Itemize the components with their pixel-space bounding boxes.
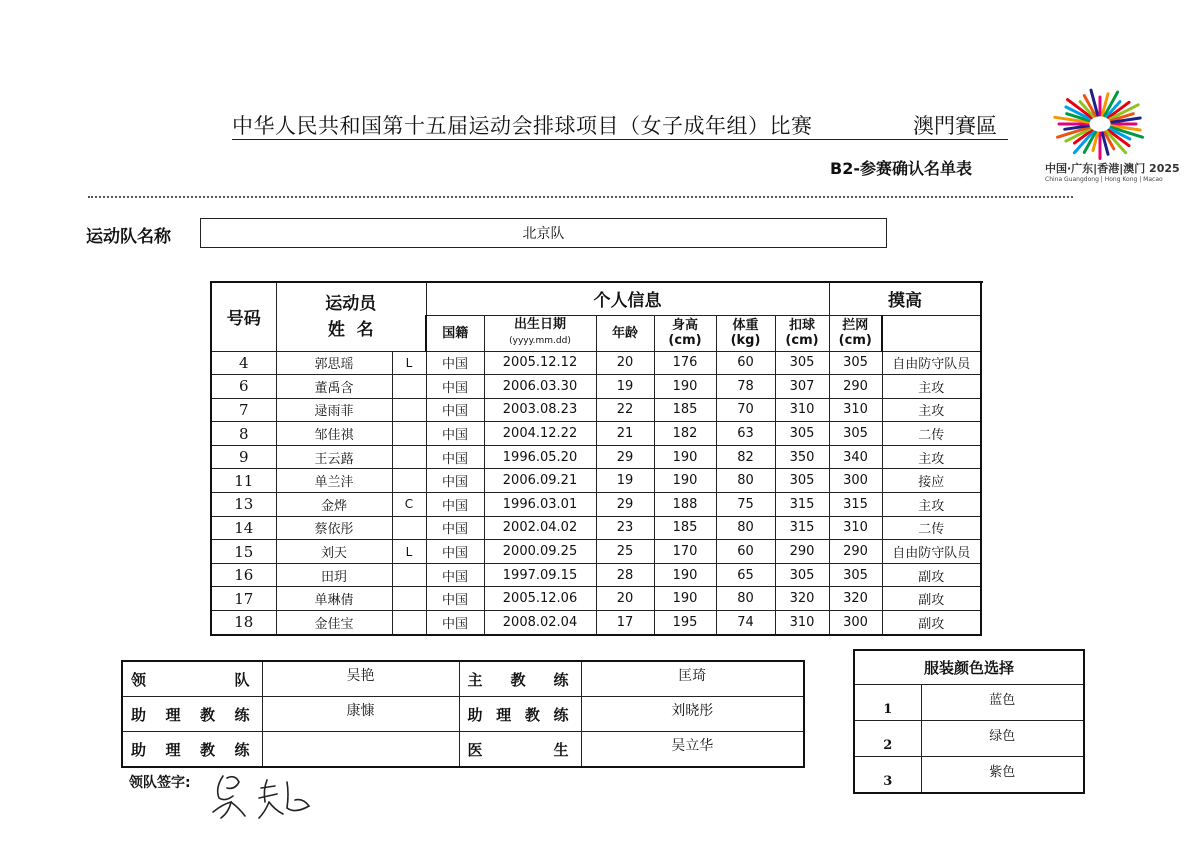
staff-value: 吴艳 [262, 661, 459, 697]
player-tag: L [392, 351, 426, 375]
header-height [654, 315, 716, 351]
player-weight: 82 [716, 445, 775, 469]
player-spike: 305 [775, 351, 829, 375]
player-age: 29 [596, 445, 654, 469]
staff-value: 刘晓彤 [581, 697, 804, 732]
player-nationality: 中国 [426, 493, 484, 517]
player-spike: 315 [775, 493, 829, 517]
player-age: 19 [596, 375, 654, 399]
player-weight: 80 [716, 516, 775, 540]
player-age: 22 [596, 398, 654, 422]
player-name: 邹佳祺 [276, 422, 392, 446]
header-spike [775, 315, 829, 351]
header-dob-label: 出生日期 [513, 317, 566, 332]
player-block: 310 [829, 398, 882, 422]
player-age: 28 [596, 563, 654, 587]
color-index: 1 [854, 685, 921, 721]
player-height: 190 [654, 563, 716, 587]
table-row [211, 587, 981, 611]
player-name: 刘天 [276, 540, 392, 564]
player-number: 16 [211, 563, 276, 587]
staff-value [262, 732, 459, 768]
player-position: 自由防守队员 [882, 540, 981, 564]
player-age: 20 [596, 351, 654, 375]
player-block: 300 [829, 469, 882, 493]
header-block [829, 315, 882, 351]
header-age: 年龄 [596, 315, 654, 351]
table-row [211, 351, 981, 375]
player-age: 17 [596, 611, 654, 635]
color-value: 紫色 [921, 757, 1084, 794]
player-nationality: 中国 [426, 422, 484, 446]
title-underline [232, 139, 1008, 140]
player-dob: 2004.12.22 [484, 422, 596, 446]
player-weight: 78 [716, 375, 775, 399]
staff-value: 匡琦 [581, 661, 804, 697]
player-height: 185 [654, 516, 716, 540]
player-name: 金烨 [276, 493, 392, 517]
player-position: 主攻 [882, 445, 981, 469]
header-athlete [276, 282, 426, 351]
player-height: 195 [654, 611, 716, 635]
header-spike-label: 扣球 [788, 318, 815, 333]
player-tag [392, 611, 426, 635]
header-athlete-line1: 运动员 [325, 293, 377, 314]
header-height-unit: (cm) [668, 333, 702, 348]
player-age: 21 [596, 422, 654, 446]
table-row [211, 422, 981, 446]
player-dob: 2002.04.02 [484, 516, 596, 540]
player-nationality: 中国 [426, 351, 484, 375]
player-dob: 2000.09.25 [484, 540, 596, 564]
player-name: 蔡依彤 [276, 516, 392, 540]
player-nationality: 中国 [426, 611, 484, 635]
table-row [122, 732, 804, 768]
header-weight [716, 315, 775, 351]
color-index: 3 [854, 757, 921, 794]
staff-label: 助 理 教 练 [122, 732, 262, 768]
staff-label: 助 理 教 练 [122, 697, 262, 732]
player-dob: 2008.02.04 [484, 611, 596, 635]
player-nationality: 中国 [426, 398, 484, 422]
table-row [211, 563, 981, 587]
table-row [211, 611, 981, 635]
player-number: 11 [211, 469, 276, 493]
player-spike: 310 [775, 398, 829, 422]
table-row [211, 445, 981, 469]
player-spike: 320 [775, 587, 829, 611]
staff-table [121, 660, 805, 768]
player-spike: 315 [775, 516, 829, 540]
color-value: 绿色 [921, 721, 1084, 757]
player-number: 17 [211, 587, 276, 611]
player-dob: 2006.03.30 [484, 375, 596, 399]
signature-label: 领队签字: [129, 775, 191, 791]
team-name-label: 运动队名称 [86, 227, 171, 247]
player-weight: 80 [716, 469, 775, 493]
player-block: 305 [829, 351, 882, 375]
staff-value: 康慷 [262, 697, 459, 732]
header-athlete-line2: 姓 名 [327, 319, 374, 340]
player-position: 主攻 [882, 375, 981, 399]
table-row [211, 516, 981, 540]
player-name: 单琳倩 [276, 587, 392, 611]
player-dob: 2006.09.21 [484, 469, 596, 493]
player-position: 自由防守队员 [882, 351, 981, 375]
player-position: 副攻 [882, 611, 981, 635]
staff-label: 医 生 [459, 732, 581, 768]
player-height: 182 [654, 422, 716, 446]
player-number: 13 [211, 493, 276, 517]
player-tag: L [392, 540, 426, 564]
player-tag [392, 516, 426, 540]
player-dob: 1996.03.01 [484, 493, 596, 517]
player-age: 23 [596, 516, 654, 540]
player-tag [392, 563, 426, 587]
player-block: 305 [829, 563, 882, 587]
player-position: 接应 [882, 469, 981, 493]
player-name: 单兰沣 [276, 469, 392, 493]
staff-label: 助 理 教 练 [459, 697, 581, 732]
player-spike: 305 [775, 563, 829, 587]
player-nationality: 中国 [426, 540, 484, 564]
player-tag [392, 587, 426, 611]
roster-table [210, 281, 982, 636]
table-row [211, 469, 981, 493]
player-block: 300 [829, 611, 882, 635]
player-position: 副攻 [882, 563, 981, 587]
player-age: 25 [596, 540, 654, 564]
player-nationality: 中国 [426, 469, 484, 493]
player-dob: 2005.12.06 [484, 587, 596, 611]
player-spike: 305 [775, 469, 829, 493]
header-reach: 摸高 [829, 282, 981, 315]
player-number: 8 [211, 422, 276, 446]
player-weight: 80 [716, 587, 775, 611]
player-weight: 63 [716, 422, 775, 446]
player-nationality: 中国 [426, 563, 484, 587]
header-block-unit: (cm) [838, 333, 872, 348]
table-row [122, 697, 804, 732]
player-block: 315 [829, 493, 882, 517]
player-age: 20 [596, 587, 654, 611]
table-row [854, 721, 1084, 757]
player-block: 290 [829, 540, 882, 564]
player-spike: 350 [775, 445, 829, 469]
player-number: 7 [211, 398, 276, 422]
player-block: 340 [829, 445, 882, 469]
team-name-field: 北京队 [200, 218, 887, 248]
player-weight: 65 [716, 563, 775, 587]
player-tag [392, 398, 426, 422]
player-number: 6 [211, 375, 276, 399]
color-value: 蓝色 [921, 685, 1084, 721]
player-position: 主攻 [882, 398, 981, 422]
header-nationality: 国籍 [426, 315, 484, 351]
uniform-color-title: 服装颜色选择 [854, 650, 1084, 685]
player-age: 19 [596, 469, 654, 493]
player-height: 190 [654, 445, 716, 469]
player-spike: 305 [775, 422, 829, 446]
player-height: 185 [654, 398, 716, 422]
player-height: 170 [654, 540, 716, 564]
table-row [122, 661, 804, 697]
player-tag [392, 422, 426, 446]
player-block: 310 [829, 516, 882, 540]
player-height: 190 [654, 587, 716, 611]
player-position: 二传 [882, 516, 981, 540]
player-block: 305 [829, 422, 882, 446]
player-block: 320 [829, 587, 882, 611]
table-row [211, 493, 981, 517]
header-personal-info: 个人信息 [426, 282, 829, 315]
player-dob: 2003.08.23 [484, 398, 596, 422]
player-dob: 2005.12.12 [484, 351, 596, 375]
logo-subtext: China Guangdong | Hong Kong | Macao [1045, 176, 1163, 183]
player-nationality: 中国 [426, 516, 484, 540]
player-name: 金佳宝 [276, 611, 392, 635]
player-height: 176 [654, 351, 716, 375]
dotted-divider [88, 196, 1073, 198]
player-height: 190 [654, 375, 716, 399]
player-nationality: 中国 [426, 445, 484, 469]
player-position: 主攻 [882, 493, 981, 517]
table-row [211, 398, 981, 422]
table-row [854, 757, 1084, 794]
player-spike: 290 [775, 540, 829, 564]
table-row [211, 375, 981, 399]
player-name: 田玥 [276, 563, 392, 587]
header-height-label: 身高 [671, 318, 698, 333]
player-name: 董禹含 [276, 375, 392, 399]
player-weight: 70 [716, 398, 775, 422]
player-age: 29 [596, 493, 654, 517]
header-weight-unit: (kg) [730, 333, 761, 348]
player-block: 290 [829, 375, 882, 399]
region-label: 澳門賽區 [913, 114, 997, 138]
logo-text: 中国·广东|香港|澳门 2025 [1045, 162, 1180, 175]
header-block-label: 拦网 [842, 318, 869, 333]
player-tag [392, 445, 426, 469]
player-spike: 310 [775, 611, 829, 635]
player-name: 王云蕗 [276, 445, 392, 469]
player-height: 190 [654, 469, 716, 493]
staff-label: 领 队 [122, 661, 262, 697]
header-dob-format: (yyyy.mm.dd) [509, 336, 571, 346]
handwritten-signature [205, 768, 325, 823]
header-number: 号码 [211, 282, 276, 351]
player-number: 4 [211, 351, 276, 375]
player-weight: 60 [716, 540, 775, 564]
player-position: 副攻 [882, 587, 981, 611]
player-number: 18 [211, 611, 276, 635]
uniform-color-table [853, 649, 1085, 794]
table-row [211, 540, 981, 564]
player-weight: 60 [716, 351, 775, 375]
player-dob: 1997.09.15 [484, 563, 596, 587]
staff-value: 吴立华 [581, 732, 804, 768]
logo-flower-icon [1055, 90, 1143, 158]
header-spike-unit: (cm) [785, 333, 819, 348]
player-weight: 74 [716, 611, 775, 635]
document-title: 中华人民共和国第十五届运动会排球项目（女子成年组）比赛 [232, 114, 813, 138]
color-index: 2 [854, 721, 921, 757]
player-name: 逯雨菲 [276, 398, 392, 422]
table-row [854, 685, 1084, 721]
header-dob [484, 315, 596, 351]
player-tag [392, 469, 426, 493]
staff-label: 主 教 练 [459, 661, 581, 697]
player-height: 188 [654, 493, 716, 517]
header-weight-label: 体重 [732, 318, 759, 333]
player-position: 二传 [882, 422, 981, 446]
player-number: 9 [211, 445, 276, 469]
player-spike: 307 [775, 375, 829, 399]
player-tag [392, 375, 426, 399]
player-tag: C [392, 493, 426, 517]
player-number: 15 [211, 540, 276, 564]
player-dob: 1996.05.20 [484, 445, 596, 469]
form-subtitle: B2-参赛确认名单表 [830, 159, 972, 178]
player-nationality: 中国 [426, 587, 484, 611]
player-number: 14 [211, 516, 276, 540]
player-weight: 75 [716, 493, 775, 517]
player-nationality: 中国 [426, 375, 484, 399]
player-name: 郭思瑶 [276, 351, 392, 375]
